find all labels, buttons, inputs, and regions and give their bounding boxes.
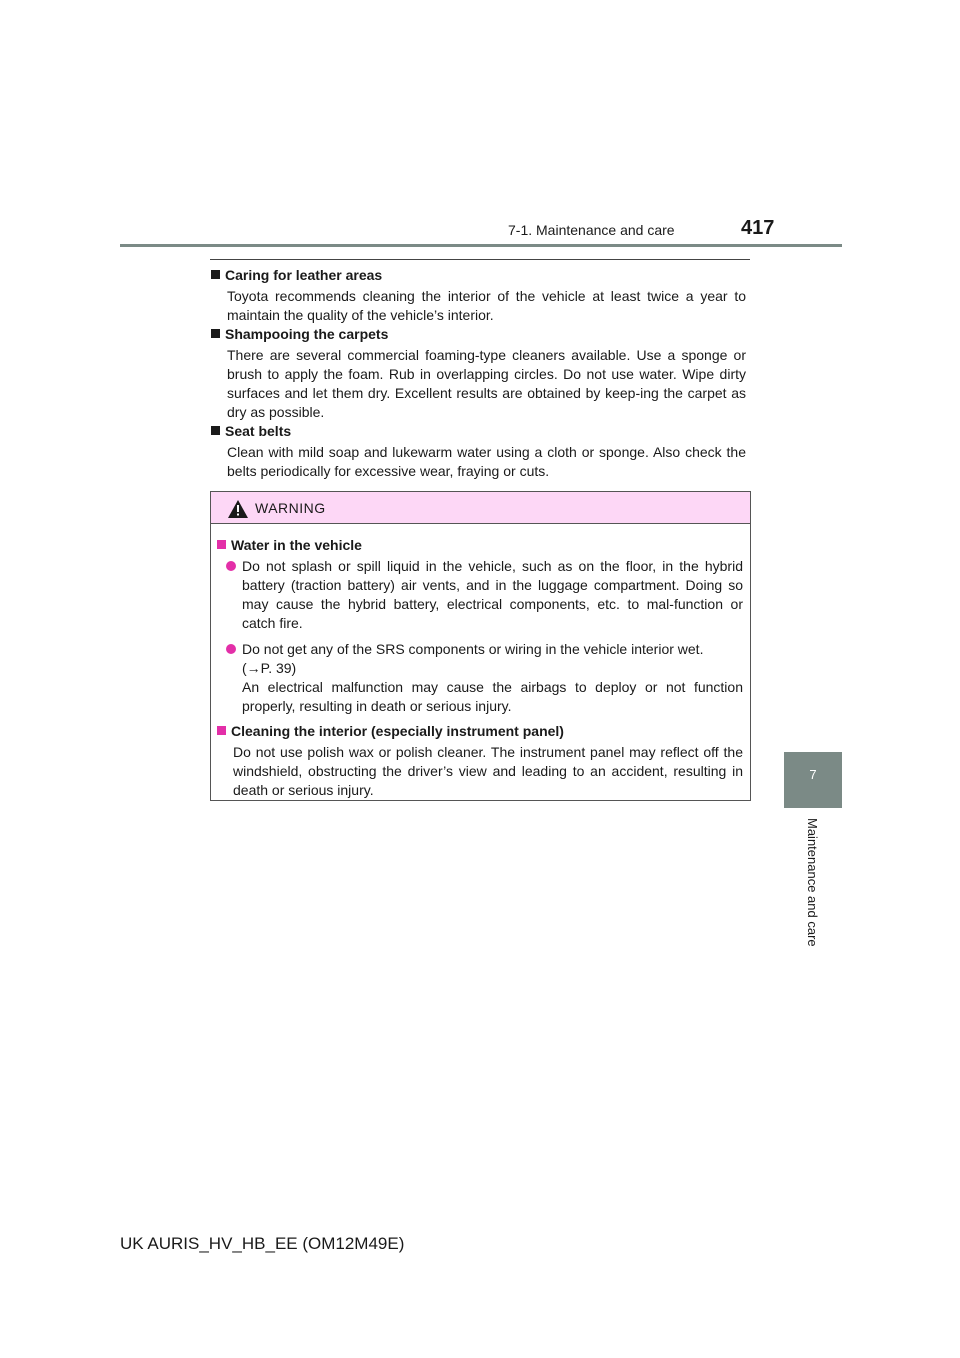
warning-label: WARNING: [255, 500, 326, 516]
square-bullet-icon: [211, 270, 220, 279]
square-bullet-icon: [217, 540, 226, 549]
footer-model-code: UK AURIS_HV_HB_EE (OM12M49E): [120, 1234, 405, 1253]
chapter-number: 7: [809, 767, 817, 782]
list-item: [217, 557, 743, 633]
bullet-text: Do not get any of the SRS components or wiring in the vehicle interior wet.: [242, 641, 704, 657]
warning-box: [210, 491, 751, 801]
warning-content: [217, 536, 743, 800]
page-reference-link[interactable]: (→P. 39): [242, 660, 297, 676]
bullet-text: An electrical malfunction may cause the airbags to deploy or not function properly, resulting in death or serious injury.: [242, 679, 743, 714]
section-body: There are several commercial foaming-type cleaners available. Use a sponge or brush to apply the foam. Rub in overlapping circles. Do not use water. Wipe dirty surfaces and let them dry. Excellent results are obtained by keep-ing the carpet as dry as possible.: [227, 347, 746, 420]
chapter-label: Maintenance and care: [805, 818, 820, 947]
section-title: Shampooing the carpets: [225, 326, 389, 342]
content-top-rule: [210, 259, 750, 260]
section-carpets: [211, 325, 746, 422]
section-title: Seat belts: [225, 423, 292, 439]
main-content: [211, 266, 746, 481]
page-number: 417: [741, 217, 775, 239]
square-bullet-icon: [211, 329, 220, 338]
square-bullet-icon: [211, 426, 220, 435]
section-title: Caring for leather areas: [225, 267, 383, 283]
circle-bullet-icon: [226, 561, 236, 571]
square-bullet-icon: [217, 726, 226, 735]
bullet-text: Do not splash or spill liquid in the vehicle, such as on the floor, in the hybrid battery (traction battery) air vents, and in the luggage compartment. Doing so may cause the hybrid battery, electrical components, etc. to mal-function or catch fire.: [242, 558, 743, 631]
warning-subtitle-water: Water in the vehicle: [231, 537, 362, 553]
section-seat-belts: [211, 422, 746, 481]
section-body: Clean with mild soap and lukewarm water using a cloth or sponge. Also check the belts periodically for excessive wear, fraying or cuts.: [227, 444, 746, 479]
warning-body: Do not use polish wax or polish cleaner. The instrument panel may reflect off the windshield, obstructing the driver’s view and leading to an accident, resulting in death or serious injury.: [233, 744, 743, 798]
warning-triangle-icon: [228, 500, 248, 518]
warning-header: [211, 492, 750, 524]
section-body: Toyota recommends cleaning the interior of the vehicle at least twice a year to maintain the quality of the vehicle’s interior.: [227, 288, 746, 323]
header-section-title: 7-1. Maintenance and care: [508, 222, 675, 238]
warning-subtitle-cleaning: Cleaning the interior (especially instrument panel): [231, 723, 564, 739]
header-rule: [120, 244, 842, 247]
list-item: [217, 640, 743, 716]
circle-bullet-icon: [226, 644, 236, 654]
section-leather: [211, 266, 746, 325]
